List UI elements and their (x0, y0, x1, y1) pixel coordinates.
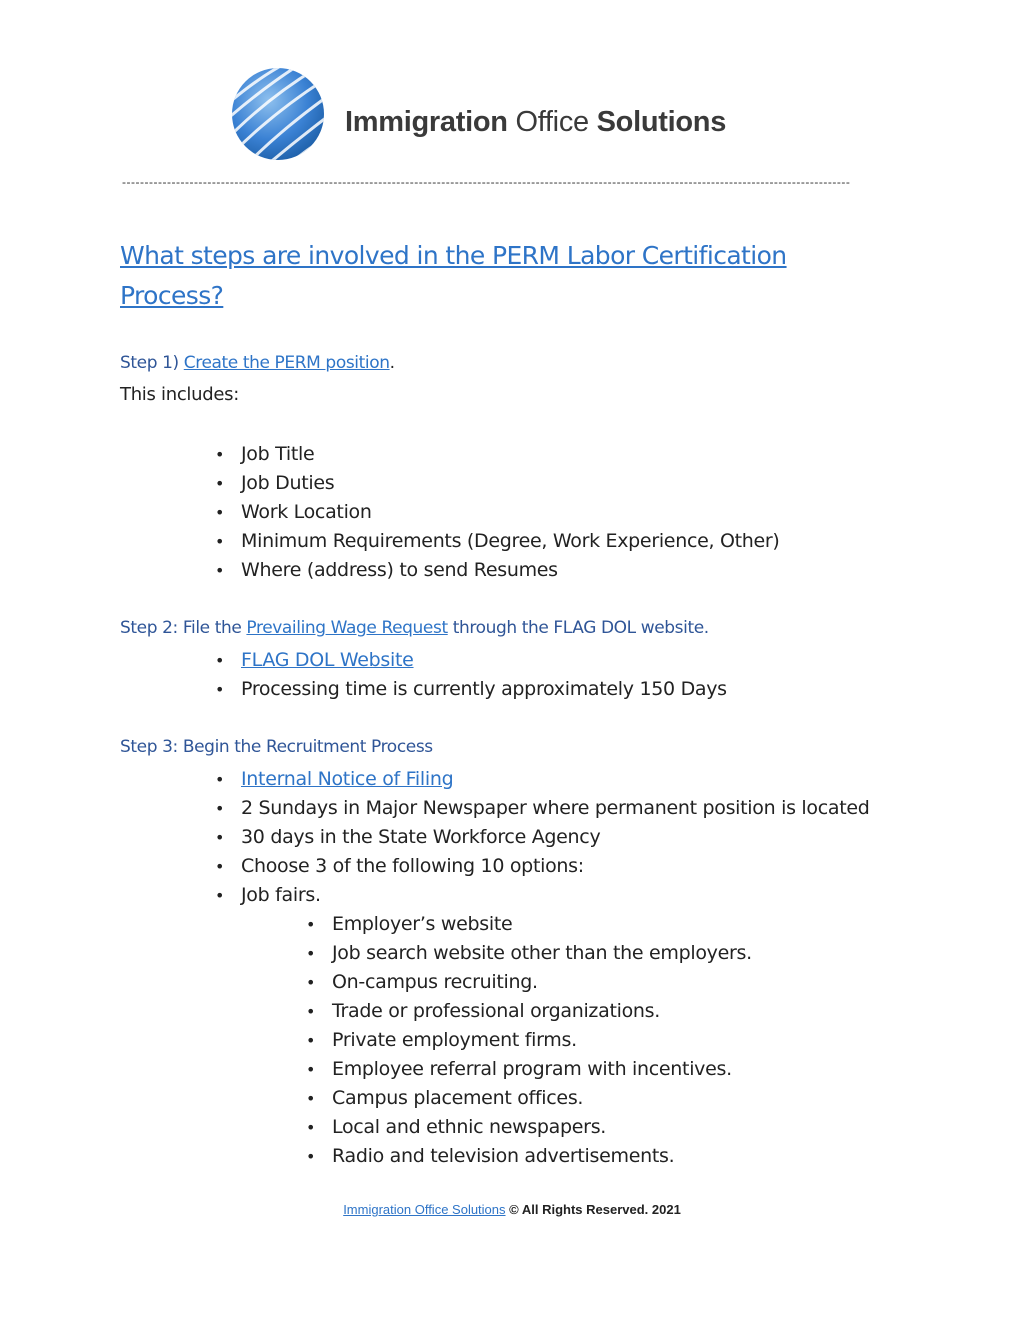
step-1-heading: Step 1) Create the PERM position. (120, 353, 395, 373)
list-item: • Job fairs. (241, 881, 870, 910)
flag-dol-website-link[interactable]: FLAG DOL Website (241, 649, 414, 671)
list-item: • Employee referral program with incentives. (332, 1055, 752, 1084)
list-item: • Radio and television advertisements. (332, 1142, 752, 1171)
list-item: • Job search website other than the employers. (332, 939, 752, 968)
create-perm-position-link[interactable]: Create the PERM position (183, 353, 390, 373)
step-2-list (241, 646, 727, 704)
step-3-list (241, 765, 870, 910)
list-item (241, 765, 870, 794)
list-item: • Trade or professional organizations. (332, 997, 752, 1026)
globe-icon (230, 66, 330, 166)
list-item: • On-campus recruiting. (332, 968, 752, 997)
step-3-heading: Step 3: Begin the Recruitment Process (120, 737, 433, 757)
list-item: • 30 days in the State Workforce Agency (241, 823, 870, 852)
list-item: • Choose 3 of the following 10 options: (241, 852, 870, 881)
recruitment-options-list (332, 910, 752, 1171)
list-item: • 2 Sundays in Major Newspaper where permanent position is located (241, 794, 870, 823)
step-1-intro: This includes: (120, 384, 239, 405)
list-item: • Employer’s website (332, 910, 752, 939)
list-item: • Where (address) to send Resumes (241, 556, 780, 585)
header-divider: ------------------------------------------------------------------------------------------------------------------------------------------------------------------ (122, 175, 851, 189)
internal-notice-of-filing-link[interactable]: Internal Notice of Filing (241, 768, 454, 790)
list-item: • Job Title (241, 440, 780, 469)
step-2-heading: Step 2: File the Prevailing Wage Request through the FLAG DOL website. (120, 618, 709, 638)
step-1-list (241, 440, 780, 585)
list-item: • Minimum Requirements (Degree, Work Experience, Other) (241, 527, 780, 556)
list-item: • Job Duties (241, 469, 780, 498)
list-item: • Local and ethnic newspapers. (332, 1113, 752, 1142)
list-item: • Private employment firms. (332, 1026, 752, 1055)
page-title[interactable]: What steps are involved in the PERM Labor Certification Process? (120, 241, 787, 310)
footer-company-link[interactable]: Immigration Office Solutions (343, 1202, 506, 1217)
prevailing-wage-request-link[interactable]: Prevailing Wage Request (246, 618, 448, 638)
list-item (241, 646, 727, 675)
list-item: • Campus placement offices. (332, 1084, 752, 1113)
list-item: • Work Location (241, 498, 780, 527)
footer: Immigration Office Solutions © All Rights Reserved. 2021 (343, 1202, 681, 1217)
logo-wordmark: Immigration Office Solutions (345, 106, 727, 138)
list-item: • Processing time is currently approximately 150 Days (241, 675, 727, 704)
company-logo (230, 66, 810, 166)
